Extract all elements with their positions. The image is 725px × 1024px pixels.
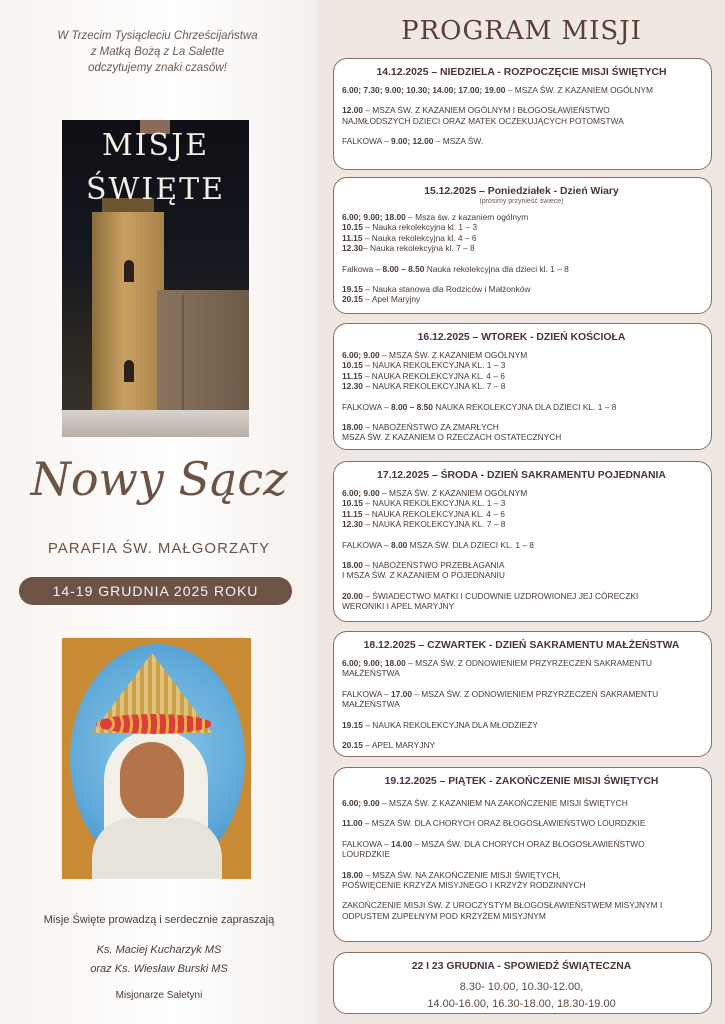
schedule-line: 6.00; 9.00 – MSZA ŚW. Z KAZANIEM OGÓLNYM: [342, 488, 528, 498]
schedule-line: ZAKOŃCZENIE MISJI ŚW. Z UROCZYSTYM BŁOGOSŁAWIEŃSTWEM MISYJNYM I: [342, 900, 663, 911]
schedule-line: 19.15 – Nauka stanowa dla Rodziców i Małżonków: [342, 284, 531, 295]
face: [120, 742, 184, 820]
schedule-line: 12.00 – MSZA ŚW. Z KAZANIEM OGÓLNYM I BŁOGOSŁAWIEŃSTWO: [342, 105, 610, 116]
snow-ground: [62, 410, 249, 437]
schedule-line: 12.30 – NAUKA REKOLEKCYJNA KL. 7 – 8: [342, 519, 506, 530]
confession-hours: 8.30- 10.00, 10.30-12.00,: [459, 981, 584, 993]
madonna-icon-image: [62, 638, 251, 879]
organizers-group: Misjonarze Saletyni: [115, 990, 203, 1001]
day-header: 15.12.2025 – Poniedziałek - Dzień Wiary: [424, 186, 619, 197]
intro-text: [20, 28, 295, 76]
schedule-line: MAŁŻEŃSTWA: [342, 699, 400, 710]
confession-header: 22 I 23 GRUDNIA - SPOWIEDŹ ŚWIĄTECZNA: [411, 961, 632, 972]
day-header: 17.12.2025 – ŚRODA - DZIEŃ SAKRAMENTU POJEDNANIA: [377, 470, 666, 481]
photo-title-line-2: ŚWIĘTE: [85, 172, 226, 207]
city-title: Nowy Sącz: [30, 452, 288, 506]
schedule-line: 6.00; 9.00 – MSZA ŚW. Z KAZANIEM OGÓLNYM: [342, 350, 528, 360]
organizers-names: [0, 941, 318, 979]
schedule-line: FALKOWA – 14.00 – MSZA ŚW. DLA CHORYCH ORAZ BŁOGOSŁAWIEŃSTWO: [342, 838, 645, 849]
day-header: 19.12.2025 – PIĄTEK - ZAKOŃCZENIE MISJI ŚWIĘTYCH: [384, 776, 659, 787]
schedule-line: FALKOWA – 8.00 MSZA ŚW. DLA DZIECI KL. 1 – 8: [342, 539, 534, 550]
schedule-line: FALKOWA – 17.00 – MSZA ŚW. Z ODNOWIENIEM PRZYRZECZEŃ SAKRAMENTU: [342, 688, 659, 699]
schedule-line: 6.00; 9.00 – MSZA ŚW. Z KAZANIEM NA ZAKOŃCZENIE MISJI ŚWIĘTYCH: [342, 798, 628, 808]
schedule-line: FALKOWA – 8.00 – 8.50 NAUKA REKOLEKCYJNA DLA DZIECI KL. 1 – 8: [342, 401, 617, 412]
day-card: [333, 631, 712, 757]
schedule-line: 11.15 – NAUKA REKOLEKCYJNA KL. 4 – 6: [342, 508, 505, 519]
day-card: [333, 323, 712, 450]
schedule-line: LOURDZKIE: [342, 849, 390, 860]
organizer-name: Ks. Maciej Kucharzyk MS: [96, 944, 222, 956]
schedule-line: ODPUSTEM ZUPEŁNYM POD KRZYŻEM MISYJNYM: [342, 910, 546, 921]
schedule-line: FALKOWA – 9.00; 12.00 – MSZA ŚW.: [342, 136, 484, 147]
schedule-line: 10.15 – NAUKA REKOLEKCYJNA KL. 1 – 3: [342, 360, 506, 371]
rose-crown: [96, 714, 212, 734]
schedule-line: 20.15 – APEL MARYJNY: [342, 740, 436, 751]
tree: [182, 295, 244, 415]
date-range-badge: 14-19 GRUDNIA 2025 ROKU: [19, 577, 292, 605]
schedule-line: 18.00 – MSZA ŚW. NA ZAKOŃCZENIE MISJI ŚWIĘTYCH,: [342, 869, 561, 880]
schedule-line: 11.00 – MSZA ŚW. DLA CHORYCH ORAZ BŁOGOSŁAWIEŃSTWO LOURDZKIE: [342, 818, 646, 829]
schedule-line: NAJMŁODSZYCH DZIECI ORAZ MATEK OCZEKUJĄCYCH POTOMSTWA: [342, 115, 624, 126]
schedule-line: MAŁŻEŃSTWA: [342, 668, 400, 679]
robe: [92, 818, 222, 879]
day-card: [333, 767, 712, 942]
confession-card: [333, 952, 712, 1014]
photo-title-line-1: MISJE: [101, 128, 210, 163]
schedule-line: POŚWIĘCENIE KRZYŻA MISYJNEGO I KRZYŻY RODZINNYCH: [342, 880, 586, 891]
schedule-line: 6.00; 9.00; 18.00 – MSZA ŚW. Z ODNOWIENIEM PRZYRZECZEŃ SAKRAMENTU: [342, 658, 652, 668]
day-note: (prosimy przynieść świece): [479, 198, 564, 205]
tower-window: [124, 360, 134, 382]
intro-line: odczytujemy znaki czasów!: [88, 62, 227, 74]
day-card: [333, 58, 712, 170]
schedule-line: 10.15 – Nauka rekolekcyjna kl. 1 – 3: [342, 222, 478, 233]
schedule-line: 12.30– Nauka rekolekcyjna kl. 7 – 8: [342, 243, 475, 254]
church-photo: [62, 120, 249, 437]
church-tower: [92, 212, 164, 437]
schedule-line: 18.00 – NABOŻEŃSTWO ZA ZMARŁYCH: [342, 422, 499, 433]
intro-line: z Matką Bożą z La Salette: [90, 46, 225, 58]
organizers-intro: Misje Święte prowadzą i serdecznie zapraszają: [43, 914, 275, 926]
schedule-line: 6.00; 9.00; 18.00 – Msza św. z kazaniem ogólnym: [342, 212, 529, 222]
program-title: PROGRAM MISJI: [401, 16, 642, 46]
schedule-line: 18.00 – NABOŻEŃSTWO PRZEBŁAGANIA: [342, 560, 505, 571]
schedule-line: WERONIKI I APEL MARYJNY: [342, 601, 455, 612]
schedule-line: 6.00; 7.30; 9.00; 10.30; 14.00; 17.00; 19.00 – MSZA ŚW. Z KAZANIEM OGÓLNYM: [342, 85, 653, 95]
schedule-line: 12.30 – NAUKA REKOLEKCYJNA KL. 7 – 8: [342, 381, 506, 392]
day-card: [333, 177, 712, 314]
day-header: 18.12.2025 – CZWARTEK - DZIEŃ SAKRAMENTU MAŁŻEŃSTWA: [363, 640, 680, 651]
schedule-line: 20.15 – Apel Maryjny: [342, 294, 421, 305]
schedule-line: 11.15 – Nauka rekolekcyjna kl. 4 – 6: [342, 232, 477, 243]
intro-line: W Trzecim Tysiącleciu Chrześcijaństwa: [57, 30, 258, 42]
schedule-line: 19.15 – NAUKA REKOLEKCYJNA DLA MŁODZIEŻY: [342, 719, 538, 730]
schedule-line: 11.15 – NAUKA REKOLEKCYJNA KL. 4 – 6: [342, 370, 505, 381]
schedule-line: I MSZA ŚW. Z KAZANIEM O POJEDNANIU: [342, 570, 505, 581]
schedule-line: 10.15 – NAUKA REKOLEKCYJNA KL. 1 – 3: [342, 498, 506, 509]
parish-name: PARAFIA ŚW. MAŁGORZATY: [47, 540, 271, 557]
day-header: 14.12.2025 – NIEDZIELA - ROZPOCZĘCIE MISJI ŚWIĘTYCH: [376, 67, 667, 78]
tower-window: [124, 260, 134, 282]
schedule-line: MSZA ŚW. Z KAZANIEM O RZECZACH OSTATECZNYCH: [342, 432, 562, 443]
confession-hours: 14.00-16.00, 16.30-18.00, 18.30-19.00: [427, 998, 616, 1010]
day-header: 16.12.2025 – WTOREK - DZIEŃ KOŚCIOŁA: [417, 332, 626, 343]
schedule-line: Falkowa – 8.00 – 8.50 Nauka rekolekcyjna dla dzieci kl. 1 – 8: [342, 263, 569, 274]
schedule-line: 20.00 – ŚWIADECTWO MATKI I CUDOWNIE UZDROWIONEJ JEJ CÓRECZKI: [342, 590, 639, 601]
organizer-name: oraz Ks. Wiesław Burski MS: [90, 963, 228, 975]
day-card: [333, 461, 712, 622]
